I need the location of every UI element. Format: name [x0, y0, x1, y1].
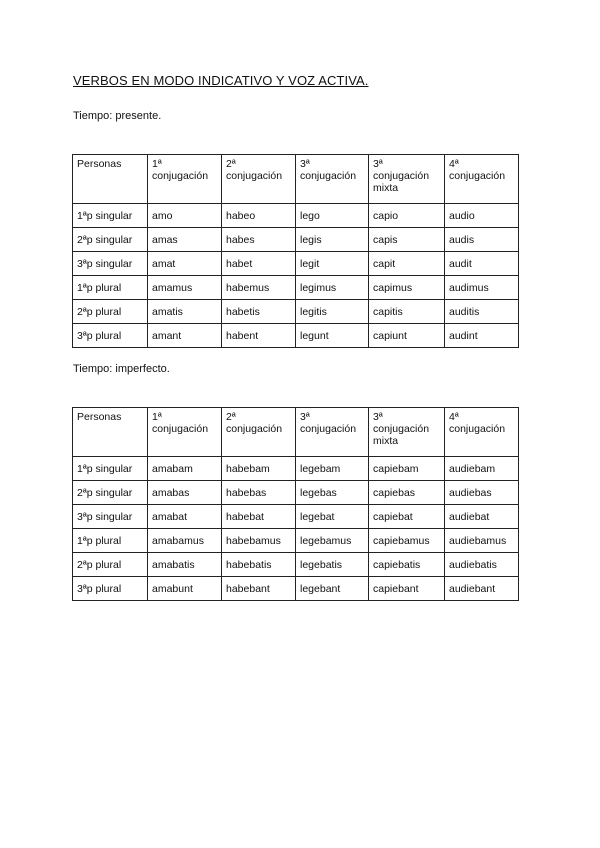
verb-form-cell: audimus: [445, 276, 519, 300]
table-header-row: [73, 408, 519, 457]
document-title: VERBOS EN MODO INDICATIVO Y VOZ ACTIVA.: [73, 73, 369, 88]
verb-form-cell: legebatis: [296, 553, 369, 577]
verb-form-cell: habeo: [222, 204, 296, 228]
header-text: conjugación: [226, 170, 283, 182]
verb-form-cell: amabatis: [148, 553, 222, 577]
verb-form-cell: audiebant: [445, 577, 519, 601]
header-text: 4ª: [449, 158, 459, 170]
header-text: Personas: [77, 411, 122, 423]
header-cell: [148, 408, 222, 457]
verb-form-cell: amabas: [148, 481, 222, 505]
verb-form-cell: capiebamus: [369, 529, 445, 553]
verb-form-cell: amabamus: [148, 529, 222, 553]
verb-form-cell: capitis: [369, 300, 445, 324]
verb-form-cell: capit: [369, 252, 445, 276]
verb-form-cell: legit: [296, 252, 369, 276]
verb-form-cell: legis: [296, 228, 369, 252]
verb-form-cell: habebatis: [222, 553, 296, 577]
header-text: 2ª: [226, 411, 236, 423]
verb-form-cell: amant: [148, 324, 222, 348]
header-cell: [222, 408, 296, 457]
header-cell: [148, 155, 222, 204]
verb-form-cell: amat: [148, 252, 222, 276]
verb-form-cell: auditis: [445, 300, 519, 324]
header-text: Personas: [77, 158, 122, 170]
header-text: conjugación: [373, 170, 430, 182]
verb-form-cell: audiebat: [445, 505, 519, 529]
person-cell: 1ªp plural: [73, 529, 148, 553]
verb-form-cell: legitis: [296, 300, 369, 324]
verb-form-cell: amabunt: [148, 577, 222, 601]
verb-form-cell: habebas: [222, 481, 296, 505]
header-text: 1ª: [152, 411, 162, 423]
table-row: [73, 252, 519, 276]
header-text: conjugación: [449, 423, 506, 435]
header-cell: [296, 155, 369, 204]
table-row: [73, 577, 519, 601]
table-row: [73, 529, 519, 553]
verb-form-cell: audiebas: [445, 481, 519, 505]
person-cell: 2ªp plural: [73, 553, 148, 577]
verb-form-cell: audis: [445, 228, 519, 252]
verb-form-cell: habetis: [222, 300, 296, 324]
verb-form-cell: legebamus: [296, 529, 369, 553]
person-cell: 3ªp plural: [73, 324, 148, 348]
header-text: conjugación: [373, 423, 430, 435]
table-row: [73, 204, 519, 228]
header-text: conjugación: [449, 170, 506, 182]
header-text: mixta: [373, 182, 399, 194]
verb-form-cell: capio: [369, 204, 445, 228]
header-cell: [369, 408, 445, 457]
verb-form-cell: habet: [222, 252, 296, 276]
header-cell: [369, 155, 445, 204]
person-cell: 2ªp singular: [73, 481, 148, 505]
person-cell: 1ªp singular: [73, 457, 148, 481]
verb-form-cell: habebant: [222, 577, 296, 601]
verb-form-cell: legebas: [296, 481, 369, 505]
conjugation-table-imperfecto: [72, 407, 519, 601]
person-cell: 1ªp plural: [73, 276, 148, 300]
header-text: 3ª: [373, 411, 383, 423]
header-text: 1ª: [152, 158, 162, 170]
verb-form-cell: capis: [369, 228, 445, 252]
header-text: conjugación: [152, 170, 209, 182]
header-text: 3ª: [373, 158, 383, 170]
person-cell: 3ªp plural: [73, 577, 148, 601]
header-text: 3ª: [300, 411, 310, 423]
verb-form-cell: amabam: [148, 457, 222, 481]
header-cell: [222, 155, 296, 204]
header-text: conjugación: [300, 423, 357, 435]
verb-form-cell: legebant: [296, 577, 369, 601]
table-row: [73, 276, 519, 300]
verb-form-cell: legebat: [296, 505, 369, 529]
verb-form-cell: capimus: [369, 276, 445, 300]
person-cell: 3ªp singular: [73, 252, 148, 276]
person-cell: 3ªp singular: [73, 505, 148, 529]
verb-form-cell: legunt: [296, 324, 369, 348]
verb-form-cell: amas: [148, 228, 222, 252]
verb-form-cell: audint: [445, 324, 519, 348]
person-cell: 1ªp singular: [73, 204, 148, 228]
verb-form-cell: capiebatis: [369, 553, 445, 577]
header-text: conjugación: [152, 423, 209, 435]
header-text: 2ª: [226, 158, 236, 170]
verb-form-cell: habebat: [222, 505, 296, 529]
header-cell: [445, 155, 519, 204]
table-row: [73, 300, 519, 324]
table-row: [73, 457, 519, 481]
header-text: 3ª: [300, 158, 310, 170]
verb-form-cell: audit: [445, 252, 519, 276]
verb-form-cell: audio: [445, 204, 519, 228]
tense-label-presente: Tiempo: presente.: [73, 110, 162, 122]
verb-form-cell: lego: [296, 204, 369, 228]
table-row: [73, 481, 519, 505]
header-text: mixta: [373, 435, 399, 447]
header-cell: [296, 408, 369, 457]
verb-form-cell: habemus: [222, 276, 296, 300]
verb-form-cell: capiunt: [369, 324, 445, 348]
table-row: [73, 228, 519, 252]
verb-form-cell: habes: [222, 228, 296, 252]
verb-form-cell: capiebat: [369, 505, 445, 529]
table-row: [73, 553, 519, 577]
header-text: 4ª: [449, 411, 459, 423]
person-cell: 2ªp singular: [73, 228, 148, 252]
verb-form-cell: capiebas: [369, 481, 445, 505]
verb-form-cell: amabat: [148, 505, 222, 529]
header-text: conjugación: [300, 170, 357, 182]
verb-form-cell: amo: [148, 204, 222, 228]
verb-form-cell: legebam: [296, 457, 369, 481]
header-cell: [73, 408, 148, 457]
conjugation-table-presente: [72, 154, 519, 348]
header-cell: [445, 408, 519, 457]
table-header-row: [73, 155, 519, 204]
verb-form-cell: amatis: [148, 300, 222, 324]
person-cell: 2ªp plural: [73, 300, 148, 324]
table-row: [73, 505, 519, 529]
tense-label-imperfecto: Tiempo: imperfecto.: [73, 363, 170, 375]
verb-form-cell: audiebam: [445, 457, 519, 481]
table-row: [73, 324, 519, 348]
verb-form-cell: capiebant: [369, 577, 445, 601]
verb-form-cell: audiebatis: [445, 553, 519, 577]
verb-form-cell: habebam: [222, 457, 296, 481]
header-cell: [73, 155, 148, 204]
verb-form-cell: capiebam: [369, 457, 445, 481]
verb-form-cell: amamus: [148, 276, 222, 300]
verb-form-cell: audiebamus: [445, 529, 519, 553]
header-text: conjugación: [226, 423, 283, 435]
verb-form-cell: habent: [222, 324, 296, 348]
verb-form-cell: legimus: [296, 276, 369, 300]
verb-form-cell: habebamus: [222, 529, 296, 553]
